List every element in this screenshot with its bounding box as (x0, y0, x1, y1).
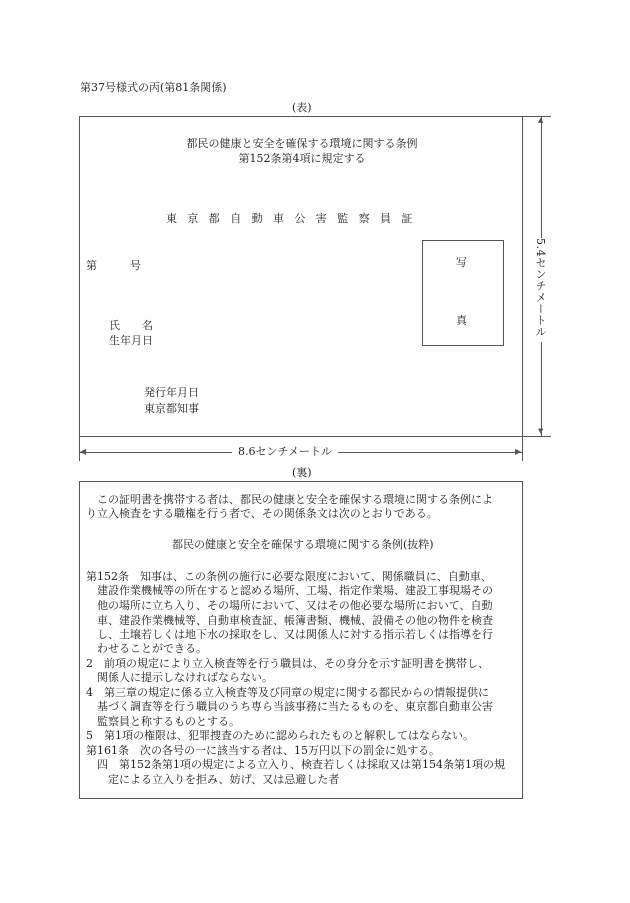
arrow-right-icon: ▶ (515, 447, 522, 456)
ordinance-line-1: 都民の健康と安全を確保する環境に関する条例 (186, 137, 418, 150)
back-excerpt-title: 都民の健康と安全を確保する環境に関する条例(抜粋) (172, 538, 434, 551)
arrow-down-icon: ▼ (538, 427, 544, 435)
back-text-line: 第152条 知事は、この条例の施行に必要な限度において、関係職員に、自動車、 (86, 570, 492, 583)
back-text-line: 他の場所に立ち入り、その場所において、又はその他必要な場所において、自動 (97, 599, 493, 612)
back-text-line: わせることができる。 (97, 642, 207, 655)
back-text-line: 関係人に提示しなければならない。 (97, 671, 273, 684)
arrow-up-icon: ▲ (538, 116, 544, 124)
front-side-label: (表) (292, 101, 312, 114)
card-title: 東京都自動車公害監察員証 (166, 212, 423, 225)
back-text-line: 5 第1項の権限は、犯罪捜査のために認められたものと解釈してはならない。 (86, 729, 474, 742)
ordinance-line-2: 第152条第4項に規定する (238, 152, 366, 165)
arrow-left-icon: ◀ (80, 447, 87, 456)
card-front (79, 116, 523, 437)
width-label: 8.6センチメートル (232, 445, 338, 459)
photo-label-2: 真 (456, 314, 467, 327)
card-back (79, 481, 523, 799)
back-text-line: 定による立入りを拒み、妨げ、又は忌避した者 (108, 773, 340, 786)
card-number-suffix: 号 (130, 259, 141, 272)
back-text-line: 車、建設作業機械等、自動車検査証、帳簿書類、機械、設備その他の物件を検査 (97, 614, 493, 627)
back-text-line: し、土壌若しくは地下水の採取をし、又は関係人に対する指示若しくは指導を行 (97, 628, 493, 641)
back-text-line: 建設作業機械等の所在すると認める場所、工場、指定作業場、建設工事現場その (97, 584, 493, 597)
issue-date-label: 発行年月日 (144, 386, 199, 399)
back-text-line: 基づく調査等を行う職員のうち専ら当該事務に当たるものを、東京都自動車公害 (97, 700, 493, 713)
height-dimension (535, 116, 549, 437)
back-text-line: 2 前項の規定により立入検査等を行う職員は、その身分を示す証明書を携帯し、 (86, 657, 489, 670)
width-dimension (79, 445, 523, 461)
photo-box (422, 240, 504, 346)
back-text-line: 4 第三章の規定に係る立入検査等及び同章の規定に関する都民からの情報提供に (86, 686, 489, 699)
back-text-line: 監察員と称するものとする。 (97, 715, 240, 728)
back-text-line: この証明書を携帯する者は、都民の健康と安全を確保する環境に関する条例によ (97, 493, 493, 506)
dob-label: 生年月日 (109, 334, 153, 347)
back-text-line: 第161条 次の各号の一に該当する者は、15万円以下の罰金に処する。 (86, 744, 440, 757)
height-label: 5.4センチメートル (534, 238, 547, 338)
form-title: 第37号様式の丙(第81条関係) (80, 81, 227, 94)
back-text-line: 四 第152条第1項の規定による立入り、検査若しくは採取又は第154条第1項の規 (97, 758, 505, 771)
issuer-label: 東京都知事 (144, 402, 199, 415)
photo-label-1: 写 (456, 256, 467, 269)
name-label: 氏 名 (109, 319, 153, 332)
card-number-label: 第 (86, 259, 97, 272)
back-side-label: (裏) (292, 466, 312, 479)
back-text-line: り立入検査をする職権を行う者で、その関係条文は次のとおりである。 (86, 507, 438, 520)
